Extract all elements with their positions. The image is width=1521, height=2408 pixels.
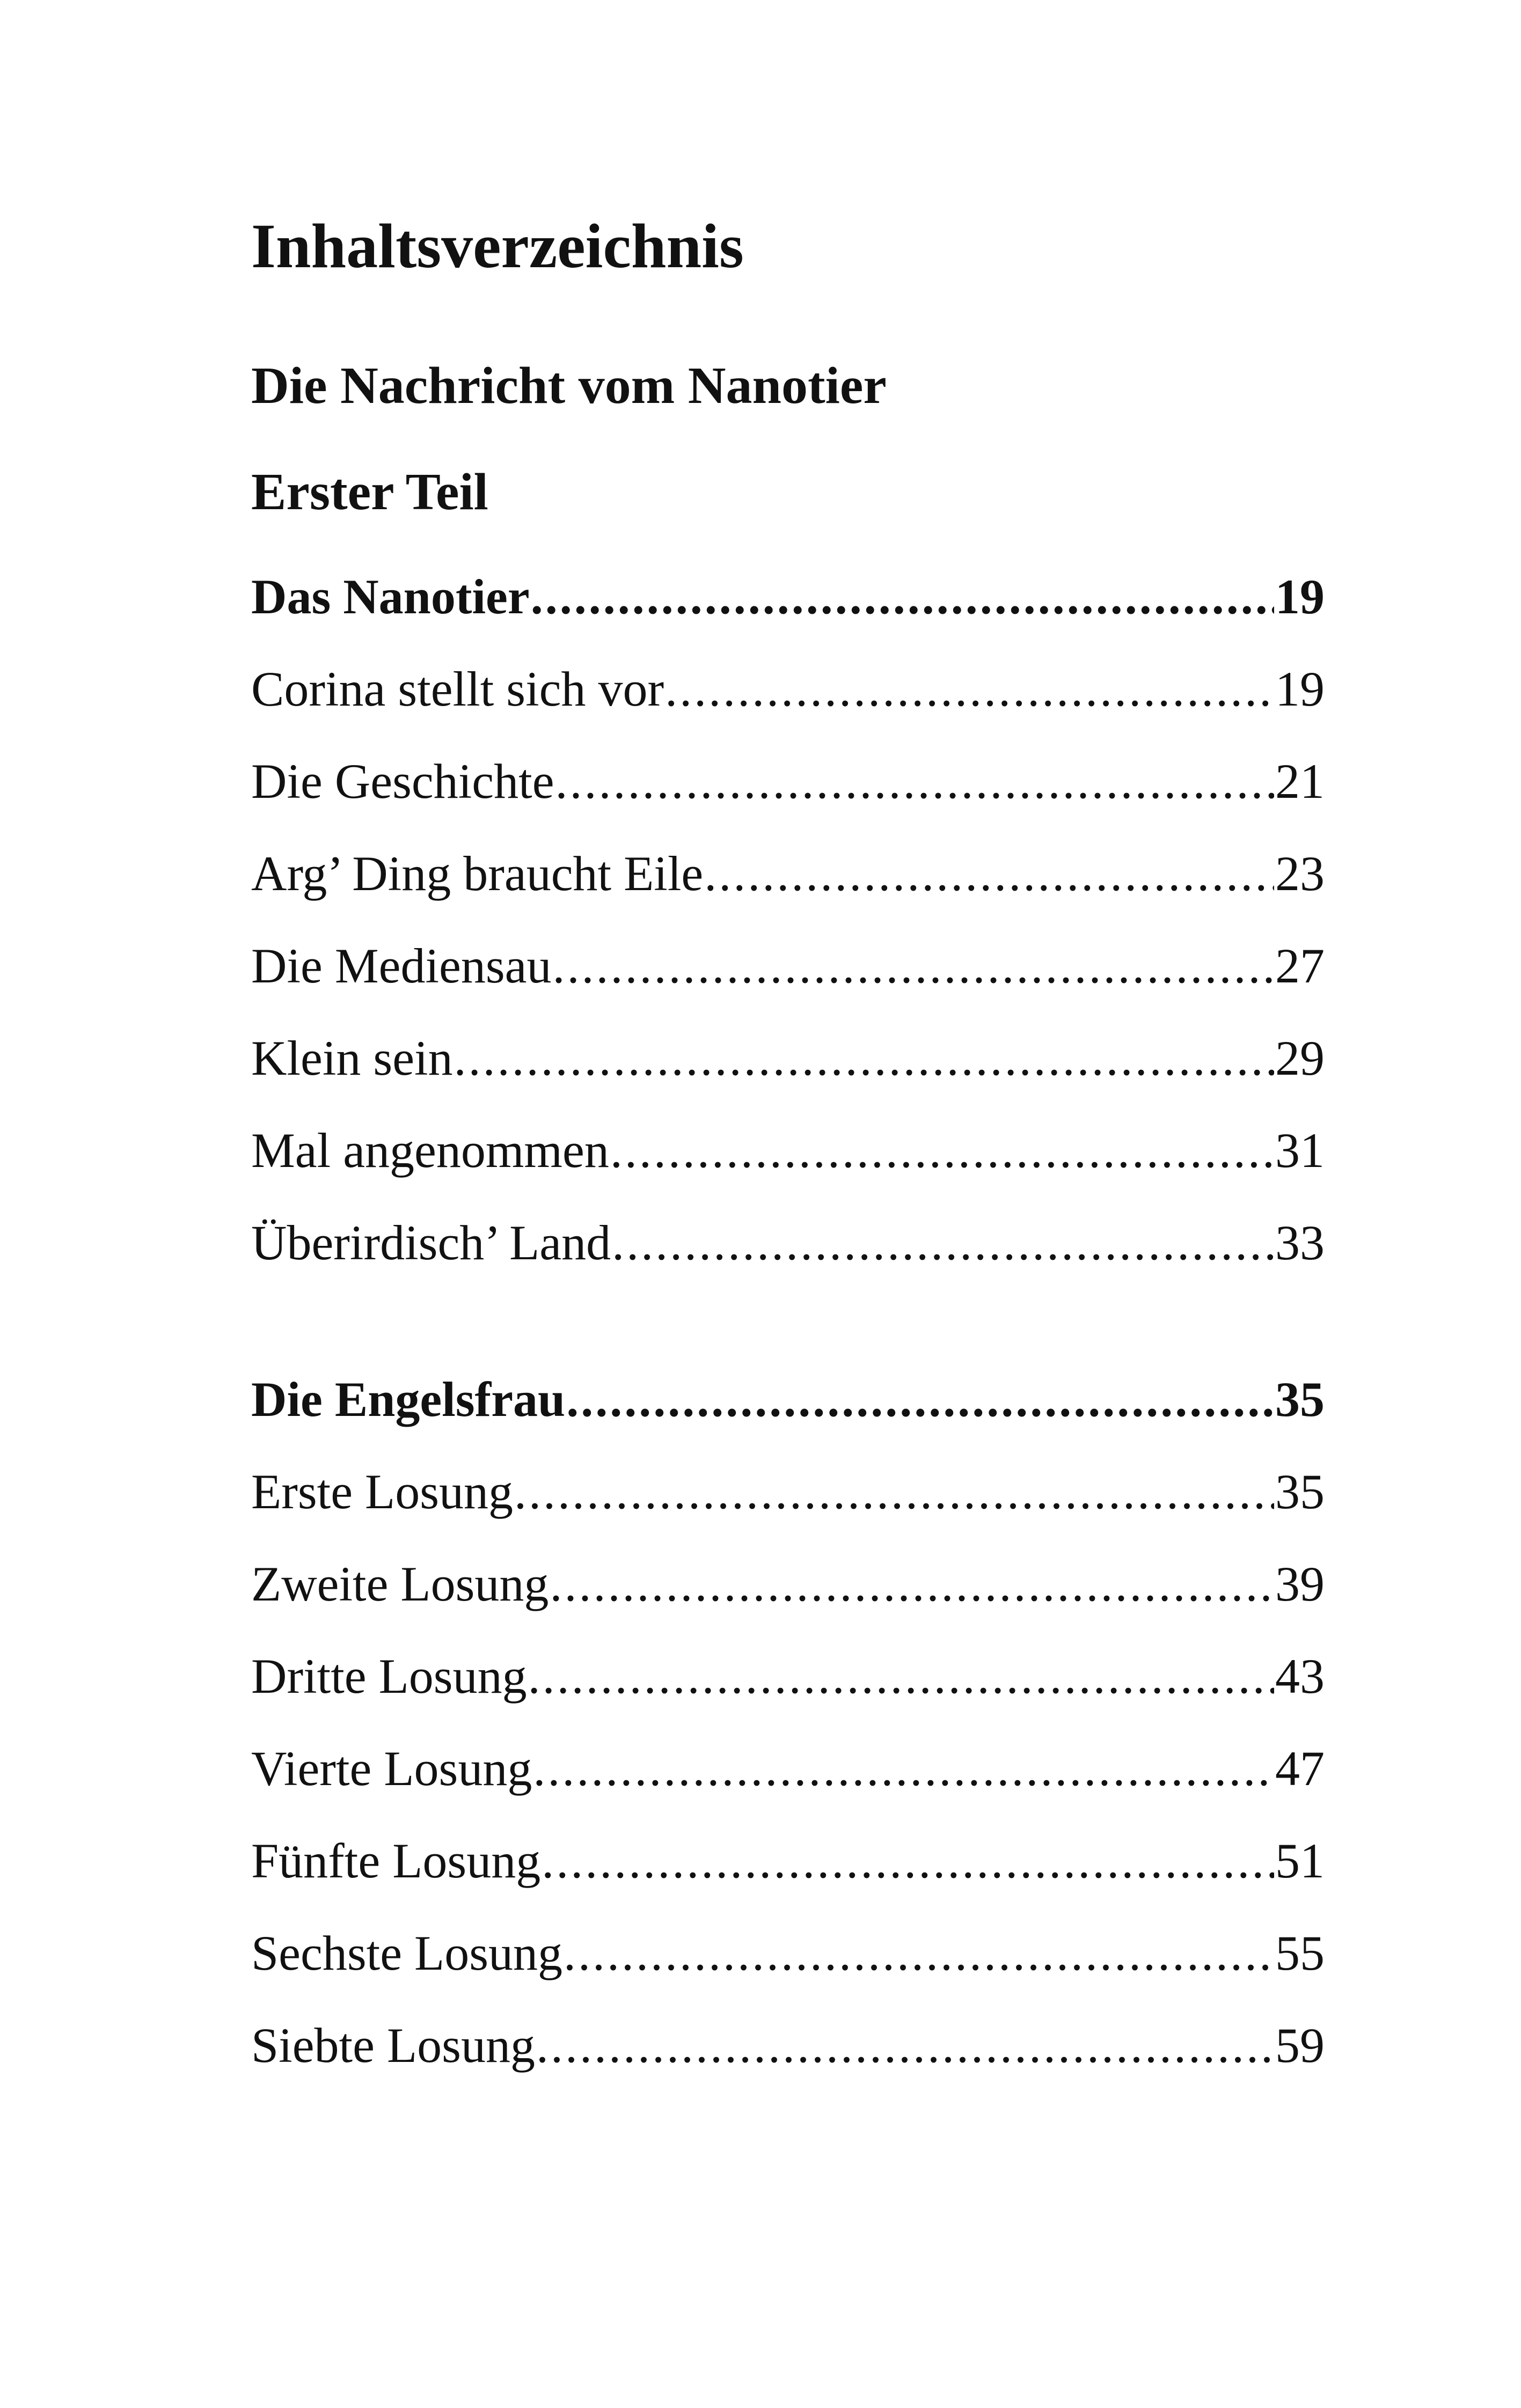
entry-page-number: 33 <box>1275 1218 1325 1270</box>
dot-leader <box>566 1375 1274 1424</box>
dot-leader <box>542 1836 1274 1885</box>
chapter-page-number: 19 <box>1275 572 1325 624</box>
entry-page-number: 43 <box>1275 1651 1325 1704</box>
entry-title: Die Mediensau <box>251 941 552 993</box>
chapter-title: Das Nanotier <box>251 572 530 624</box>
entry-title: Die Geschichte <box>251 757 554 809</box>
entry-page-number: 21 <box>1275 757 1325 809</box>
chapter-title: Die Engelsfrau <box>251 1375 566 1427</box>
toc-content <box>251 204 1325 2113</box>
entry-page-number: 35 <box>1275 1467 1325 1519</box>
entry-title: Klein sein <box>251 1033 453 1085</box>
dot-leader <box>610 1126 1274 1175</box>
dot-leader <box>612 1218 1274 1267</box>
toc-entry-row <box>251 2021 1325 2113</box>
dot-leader <box>514 1467 1274 1516</box>
entry-title: Zweite Losung <box>251 1559 549 1611</box>
chapter-page-number: 35 <box>1275 1375 1325 1427</box>
toc-entry-row <box>251 757 1325 849</box>
book-title: Die Nachricht vom Nanotier <box>251 357 887 415</box>
toc-section <box>251 1375 1325 2113</box>
dot-leader <box>528 1651 1274 1701</box>
toc-heading: Inhaltsverzeichnis <box>251 211 744 281</box>
toc-section <box>251 572 1325 1310</box>
entry-title: Überirdisch’ Land <box>251 1218 611 1270</box>
toc-entry-row <box>251 1651 1325 1744</box>
entry-page-number: 23 <box>1275 849 1325 901</box>
dot-leader <box>536 2021 1274 2070</box>
entry-title: Siebte Losung <box>251 2021 535 2073</box>
entry-title: Vierte Losung <box>251 1744 532 1796</box>
entry-page-number: 47 <box>1275 1744 1325 1796</box>
entry-page-number: 51 <box>1275 1836 1325 1888</box>
dot-leader <box>665 664 1274 714</box>
dot-leader <box>555 757 1274 806</box>
toc-entry-row <box>251 1928 1325 2021</box>
dot-leader <box>533 1744 1274 1793</box>
toc-chapter-row <box>251 572 1325 664</box>
dot-leader <box>531 572 1274 621</box>
toc-entry-row <box>251 849 1325 941</box>
entry-title: Arg’ Ding braucht Eile <box>251 849 704 901</box>
entry-title: Erste Losung <box>251 1467 514 1519</box>
entry-title: Mal angenommen <box>251 1126 609 1178</box>
toc-entry-row <box>251 1033 1325 1126</box>
dot-leader <box>704 849 1274 898</box>
entry-title: Corina stellt sich vor <box>251 664 664 716</box>
toc-chapter-row <box>251 1375 1325 1467</box>
toc-entry-row <box>251 1218 1325 1310</box>
toc-entry-row <box>251 1836 1325 1928</box>
entry-page-number: 59 <box>1275 2021 1325 2073</box>
entry-page-number: 29 <box>1275 1033 1325 1085</box>
entry-page-number: 27 <box>1275 941 1325 993</box>
toc-entry-row <box>251 941 1325 1033</box>
toc-entry-row <box>251 1744 1325 1836</box>
entry-page-number: 39 <box>1275 1559 1325 1611</box>
toc-list <box>251 572 1325 2113</box>
toc-entry-row <box>251 664 1325 757</box>
dot-leader <box>454 1033 1274 1083</box>
part-title: Erster Teil <box>251 463 488 521</box>
dot-leader <box>564 1928 1274 1978</box>
dot-leader <box>550 1559 1274 1609</box>
entry-page-number: 31 <box>1275 1126 1325 1178</box>
dot-leader <box>553 941 1274 990</box>
entry-title: Sechste Losung <box>251 1928 563 1980</box>
toc-entry-row <box>251 1559 1325 1651</box>
toc-entry-row <box>251 1467 1325 1559</box>
entry-page-number: 19 <box>1275 664 1325 716</box>
entry-title: Dritte Losung <box>251 1651 527 1704</box>
toc-entry-row <box>251 1126 1325 1218</box>
entry-page-number: 55 <box>1275 1928 1325 1980</box>
entry-title: Fünfte Losung <box>251 1836 541 1888</box>
